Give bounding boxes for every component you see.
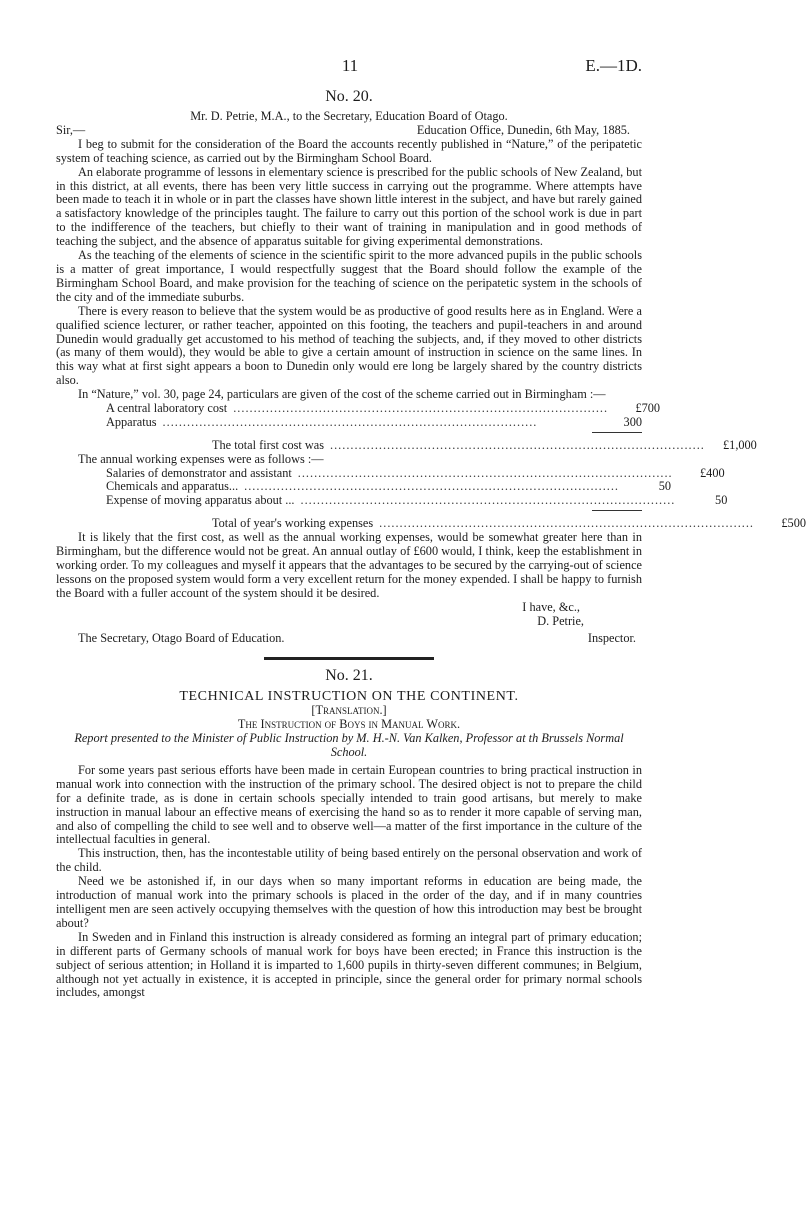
letter-paragraph: It is likely that the first cost, as well as the annual working expenses, would be somewhat greater here than in Birmingham, but the difference would not be great. An annual outlay of £600 would, I think, keep the establishment in working order. To my colleagues and myself it appears that the advantages to be secured by the carrying-out of science lessons on the proposed system would form a very excellent return for the money expended. I shall be happy to furnish the Board with a fuller account of the system should it be desired. — [56, 530, 642, 600]
total-row: The total first cost was ............................................................................................ £1,000 — [212, 437, 757, 452]
leader-dots: ............................................................................................ — [244, 479, 619, 494]
cost-row: Chemicals and apparatus... ............................................................................................ 50 — [106, 479, 671, 494]
report-paragraph: In Sweden and in Finland this instruction is already considered as forming an integral part of primary education; in different parts of Germany schools of manual work for boys have been erected; in France this instruction is the subject of serious attention; in Holland it is imparted to 1,600 pupils in thirty-seven different communes; in Belgium, although not yet actually in existence, it is accepted in principle, since the general order for primary normal schools includes, amongst — [56, 929, 642, 1000]
page-reference: E.—1D. — [585, 56, 642, 75]
page-number: 11 — [341, 56, 359, 75]
signatory: D. Petrie, — [537, 613, 584, 628]
section-divider — [264, 657, 434, 660]
leader-dots: ............................................................................................ — [330, 437, 705, 452]
report-number: No. 21. — [325, 667, 373, 685]
signatory-title: Inspector. — [587, 630, 636, 645]
letter-paragraph: In “Nature,” vol. 30, page 24, particulars are given of the cost of the scheme carried out in Birmingham :— — [78, 387, 606, 402]
report-paragraph: Need we be astonished if, in our days when so many important reforms in education are being made, the introduction of manual work into the primary schools is placed in the order of the day, and if in many countries intelligent men are seen actively occupying themselves with the question of how this introduction may best be brought about? — [56, 874, 642, 930]
cost-row: Salaries of demonstrator and assistant ............................................................................................ £400 — [106, 465, 725, 480]
letter-from: Mr. D. Petrie, M.A., to the Secretary, Education Board of Otago. — [190, 109, 508, 123]
letter-paragraph: An elaborate programme of lessons in elementary science is prescribed for the public schools of New Zealand, but in this district, at all events, there has been very little success in carrying out the programme. Where attempts have been made to teach it in whole or in part the classes have shown little interest in the subject, and have but rarely gained a satisfactory knowledge of the principles taught. The failure to carry out this portion of the school work is due in part to the indifference of the teachers, but chiefly to their want of training in manipulation and in good methods of teaching the subject, and the absence of apparatus suitable for giving experimental demonstrations. — [56, 164, 642, 249]
leader-dots: ............................................................................................ — [233, 401, 609, 416]
salutation: Sir,— — [56, 122, 86, 137]
leader-dots: ............................................................................................ — [379, 516, 754, 531]
total-row: Total of year's working expenses ............................................................................................ £500 — [212, 516, 806, 531]
recipient-line — [56, 632, 642, 646]
letter-paragraph: There is every reason to believe that the system would be as productive of good results here as in England. Were a qualified science lecturer, or rather teacher, appointed on this footing, the teachers and pupil-teachers in and around Dunedin would gradually get accustomed to his method of teaching the subjects, and, if they moved to other districts (as many of them would), they would be able to give a certain amount of instruction in science on the same lines. In this way what at first sight appears a boon to Dunedin only would ere long be largely shared by the country districts also. — [56, 303, 642, 388]
translation-note: [Translation.] — [311, 703, 387, 718]
sign-off: I have, &c., — [522, 599, 580, 614]
leader-dots: ............................................................................................ — [162, 414, 538, 429]
document-body — [56, 87, 806, 1000]
cost-row: Expense of moving apparatus about ... ............................................................................................ 50 — [106, 493, 728, 508]
letter-paragraph: I beg to submit for the consideration of the Board the accounts recently published in “Nature,” of the peripatetic system of teaching science, as carried out by the Birmingham School Board. — [56, 136, 642, 165]
cost-table — [56, 401, 806, 531]
cost-row: Apparatus ............................................................................................ 300 — [106, 414, 642, 429]
report-title: TECHNICAL INSTRUCTION ON THE CONTINENT. — [179, 689, 519, 705]
leader-dots: ............................................................................................ — [300, 493, 676, 508]
cost-row: A central laboratory cost ............................................................................................ £700 — [106, 401, 661, 416]
recipient: The Secretary, Otago Board of Education. — [78, 630, 285, 645]
letter-number: No. 20. — [325, 88, 373, 105]
letter-paragraph: As the teaching of the elements of science in the scientific spirit to the more advanced pupils in the public schools is a matter of great importance, I would respectfully suggest that the Board should follow the example of the Birmingham School Board, and make provision for the teaching of science on the peripatetic system in the schools of the city and of the immediate suburbs. — [56, 248, 642, 304]
report-paragraph: For some years past serious efforts have been made in certain European countries to bring practical instruction in manual work into connection with the instruction of the primary school. The desired object is not to prepare the child for a definite trade, as is done in certain schools specially intended to train good artisans, but merely to make instruction in manual labour an effective means of exercising the hand so as to render it more capable of serving man, and also of compelling the child to see well and to observe well—a matter of the first importance in the culture of the intellectual faculties in general. — [56, 762, 642, 847]
report-attribution: Report presented to the Minister of Public Instruction by M. H.-N. Van Kalken, Professor at th Brussels Normal School. — [74, 731, 624, 760]
salutation-line — [56, 124, 642, 138]
report-paragraph: This instruction, then, has the incontestable utility of being based entirely on the personal observation and work of the child. — [56, 846, 642, 875]
report-subtitle: The Instruction of Boys in Manual Work. — [237, 717, 461, 732]
leader-dots: ............................................................................................ — [297, 465, 673, 480]
annual-heading: The annual working expenses were as follows :— — [78, 451, 324, 466]
address-date: Education Office, Dunedin, 6th May, 1885. — [416, 122, 630, 137]
